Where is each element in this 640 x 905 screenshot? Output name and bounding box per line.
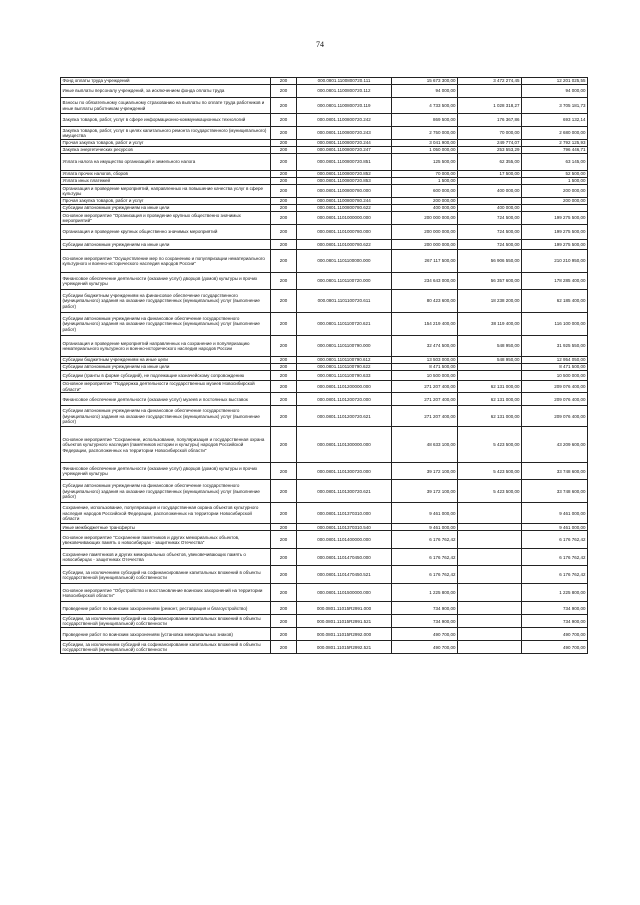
row-name-cell: Субсидии (гранты в форме субсидий), не подлежащие казначейскому сопровождению bbox=[61, 371, 271, 381]
row-kbk-cell: 000.0801.1101100790.612 bbox=[297, 357, 392, 364]
row-code-cell: 200 bbox=[271, 98, 297, 114]
row-assigned-cell: 80 423 600,00 bbox=[392, 290, 458, 313]
row-remaining-cell: 693 132,14 bbox=[522, 114, 588, 127]
row-assigned-cell: 6 176 762,42 bbox=[392, 549, 458, 566]
row-assigned-cell: 271 207 400,00 bbox=[392, 406, 458, 427]
row-executed-cell: 62 131 000,00 bbox=[458, 406, 522, 427]
row-executed-cell: 17 500,00 bbox=[458, 171, 522, 178]
row-executed-cell: 18 238 200,00 bbox=[458, 290, 522, 313]
row-remaining-cell: 33 748 600,00 bbox=[522, 463, 588, 480]
row-assigned-cell: 200 000,00 bbox=[392, 198, 458, 205]
row-code-cell: 200 bbox=[271, 171, 297, 178]
row-remaining-cell: 43 209 600,00 bbox=[522, 427, 588, 463]
row-assigned-cell: 490 700,00 bbox=[392, 641, 458, 654]
row-remaining-cell bbox=[522, 205, 588, 212]
row-name-cell: Организация и проведение мероприятий направленных на сохранение и популяризацию нематериального культурного и военно-исторического наследия народов России bbox=[61, 336, 271, 357]
row-remaining-cell: 6 176 762,42 bbox=[522, 549, 588, 566]
row-remaining-cell: 8 471 500,00 bbox=[522, 364, 588, 371]
row-name-cell: Основное мероприятие "Организация и проведение крупных общественно значимых мероприятий" bbox=[61, 212, 271, 225]
row-name-cell: Закупка энергетических ресурсов bbox=[61, 147, 271, 154]
row-remaining-cell: 10 500 000,00 bbox=[522, 371, 588, 381]
row-name-cell: Проведение работ по воинским захоронениям (ремонт, реставрация и благоустройство) bbox=[61, 602, 271, 615]
row-executed-cell: 62 131 000,00 bbox=[458, 393, 522, 406]
row-name-cell: Субсидии автономным учреждениям на иные цели bbox=[61, 205, 271, 212]
row-kbk-cell: 000.0801.1101470450.521 bbox=[297, 566, 392, 584]
row-executed-cell bbox=[458, 178, 522, 185]
table-row bbox=[61, 147, 588, 154]
row-assigned-cell: 13 503 000,00 bbox=[392, 357, 458, 364]
row-kbk-cell: 000.0801.1101470450.000 bbox=[297, 549, 392, 566]
row-remaining-cell: 1 500,00 bbox=[522, 178, 588, 185]
row-code-cell: 200 bbox=[271, 147, 297, 154]
row-remaining-cell: 9 461 000,00 bbox=[522, 524, 588, 531]
row-remaining-cell: 94 000,00 bbox=[522, 85, 588, 98]
row-assigned-cell: 3 041 900,00 bbox=[392, 140, 458, 147]
row-executed-cell bbox=[458, 198, 522, 205]
row-remaining-cell: 178 285 400,00 bbox=[522, 273, 588, 290]
row-code-cell: 200 bbox=[271, 185, 297, 198]
row-kbk-cell: 000.0801.1101200720.000 bbox=[297, 393, 392, 406]
row-assigned-cell: 2 750 000,00 bbox=[392, 127, 458, 140]
row-code-cell: 200 bbox=[271, 381, 297, 393]
row-code-cell: 200 bbox=[271, 364, 297, 371]
row-name-cell: Прочая закупка товаров, работ и услуг bbox=[61, 198, 271, 205]
table-row bbox=[61, 313, 588, 336]
row-remaining-cell: 52 500,00 bbox=[522, 171, 588, 178]
budget-execution-table bbox=[60, 77, 588, 654]
row-executed-cell: 56 906 550,00 bbox=[458, 250, 522, 273]
row-code-cell: 200 bbox=[271, 480, 297, 503]
row-remaining-cell: 6 176 762,42 bbox=[522, 566, 588, 584]
row-remaining-cell: 199 275 500,00 bbox=[522, 225, 588, 240]
table-row bbox=[61, 371, 588, 381]
row-assigned-cell: 234 643 000,00 bbox=[392, 273, 458, 290]
row-executed-cell: 724 500,00 bbox=[458, 240, 522, 250]
row-name-cell: Основное мероприятие "Осуществление мер по сохранению и популяризации нематериального культурного и военно-исторического наследия народов России" bbox=[61, 250, 271, 273]
table-row bbox=[61, 185, 588, 198]
row-executed-cell: 70 000,00 bbox=[458, 127, 522, 140]
row-name-cell: Иные межбюджетные трансферты bbox=[61, 524, 271, 531]
table-row bbox=[61, 154, 588, 171]
row-name-cell: Взносы по обязательному социальному страхованию на выплаты по оплате труда работников и иные выплаты работникам учреждений bbox=[61, 98, 271, 114]
row-code-cell: 200 bbox=[271, 531, 297, 549]
row-kbk-cell: 000.0801.1100800720.112 bbox=[297, 85, 392, 98]
row-remaining-cell: 63 145,00 bbox=[522, 154, 588, 171]
row-assigned-cell: 1 050 000,00 bbox=[392, 147, 458, 154]
row-assigned-cell: 154 219 400,00 bbox=[392, 313, 458, 336]
row-remaining-cell: 116 100 000,00 bbox=[522, 313, 588, 336]
row-name-cell: Фонд оплаты труда учреждений bbox=[61, 78, 271, 85]
row-kbk-cell: 000.0801.1100800720.242 bbox=[297, 114, 392, 127]
row-remaining-cell: 31 925 550,00 bbox=[522, 336, 588, 357]
row-remaining-cell: 209 076 400,00 bbox=[522, 393, 588, 406]
row-kbk-cell: 000.0801.1101100790.633 bbox=[297, 371, 392, 381]
row-code-cell: 200 bbox=[271, 290, 297, 313]
table-row bbox=[61, 427, 588, 463]
row-assigned-cell: 4 733 500,00 bbox=[392, 98, 458, 114]
row-code-cell: 200 bbox=[271, 154, 297, 171]
row-code-cell: 200 bbox=[271, 615, 297, 628]
row-name-cell: Организация и проведение мероприятий, направленных на повышение качества услуг в сфере культуры bbox=[61, 185, 271, 198]
row-executed-cell bbox=[458, 371, 522, 381]
row-code-cell: 200 bbox=[271, 250, 297, 273]
row-executed-cell bbox=[458, 85, 522, 98]
row-name-cell: Основное мероприятие "Поддержка деятельности государственных музеев Новосибирской области" bbox=[61, 381, 271, 393]
row-executed-cell bbox=[458, 628, 522, 641]
row-executed-cell bbox=[458, 549, 522, 566]
row-kbk-cell: 000.0801.11015R2992.000 bbox=[297, 628, 392, 641]
row-code-cell: 200 bbox=[271, 427, 297, 463]
row-assigned-cell: 200 000 000,00 bbox=[392, 240, 458, 250]
row-assigned-cell: 9 461 000,00 bbox=[392, 524, 458, 531]
row-code-cell: 200 bbox=[271, 628, 297, 641]
table-row bbox=[61, 290, 588, 313]
row-kbk-cell: 000.0801.1100800720.851 bbox=[297, 154, 392, 171]
row-kbk-cell: 000.0801.1101100790.622 bbox=[297, 364, 392, 371]
row-code-cell: 200 bbox=[271, 212, 297, 225]
row-executed-cell: 548 950,00 bbox=[458, 357, 522, 364]
row-name-cell: Субсидии автономным учреждениям на финансовое обеспечение государственного (муниципального) задания на оказание государственных (муниципальных) услуг (выполнение работ) bbox=[61, 406, 271, 427]
row-executed-cell: 1 028 318,27 bbox=[458, 98, 522, 114]
row-assigned-cell: 734 900,00 bbox=[392, 615, 458, 628]
row-kbk-cell: 000.0801.1101100720.621 bbox=[297, 313, 392, 336]
row-assigned-cell: 48 633 100,00 bbox=[392, 427, 458, 463]
row-remaining-cell: 2 792 125,93 bbox=[522, 140, 588, 147]
row-kbk-cell: 000.0801.1101000780.000 bbox=[297, 225, 392, 240]
row-executed-cell: 3 472 274,45 bbox=[458, 78, 522, 85]
row-name-cell: Иные выплаты персоналу учреждений, за исключением фонда оплаты труда bbox=[61, 85, 271, 98]
row-remaining-cell: 1 225 800,00 bbox=[522, 584, 588, 602]
row-code-cell: 200 bbox=[271, 225, 297, 240]
row-code-cell: 200 bbox=[271, 357, 297, 364]
row-code-cell: 200 bbox=[271, 178, 297, 185]
row-code-cell: 200 bbox=[271, 393, 297, 406]
row-remaining-cell: 734 900,00 bbox=[522, 602, 588, 615]
row-remaining-cell: 490 700,00 bbox=[522, 641, 588, 654]
row-code-cell: 200 bbox=[271, 602, 297, 615]
row-kbk-cell: 000.0801.1100800720.119 bbox=[297, 98, 392, 114]
row-kbk-cell: 000.0801.1100800720.111 bbox=[297, 78, 392, 85]
row-remaining-cell: 490 700,00 bbox=[522, 628, 588, 641]
page-number: 74 bbox=[316, 40, 324, 49]
row-code-cell: 200 bbox=[271, 641, 297, 654]
row-assigned-cell: 70 000,00 bbox=[392, 171, 458, 178]
row-name-cell: Сохранение памятников и других мемориальных объектов, увековечивающих память о новосибирцах - защитниках Отечества bbox=[61, 549, 271, 566]
row-name-cell: Прочая закупка товаров, работ и услуг bbox=[61, 140, 271, 147]
row-kbk-cell: 000.0801.1100800780.000 bbox=[297, 185, 392, 198]
row-code-cell: 200 bbox=[271, 114, 297, 127]
row-executed-cell: 249 774,07 bbox=[458, 140, 522, 147]
row-executed-cell: 62 355,00 bbox=[458, 154, 522, 171]
row-code-cell: 200 bbox=[271, 198, 297, 205]
table-body bbox=[61, 78, 588, 654]
row-remaining-cell: 12 954 050,00 bbox=[522, 357, 588, 364]
row-assigned-cell: 869 500,00 bbox=[392, 114, 458, 127]
row-executed-cell bbox=[458, 566, 522, 584]
row-assigned-cell: 271 207 400,00 bbox=[392, 393, 458, 406]
row-name-cell: Финансовое обеспечение деятельности (оказание услуг) музеев и постоянных выставок bbox=[61, 393, 271, 406]
row-kbk-cell: 000.0801.1100800720.247 bbox=[297, 147, 392, 154]
row-code-cell: 200 bbox=[271, 566, 297, 584]
row-code-cell: 200 bbox=[271, 127, 297, 140]
table-row bbox=[61, 531, 588, 549]
row-kbk-cell: 000.0801.1101200000.000 bbox=[297, 381, 392, 393]
row-kbk-cell: 000.0801.1101300000.000 bbox=[297, 427, 392, 463]
row-executed-cell: 548 950,00 bbox=[458, 336, 522, 357]
table-row bbox=[61, 171, 588, 178]
row-remaining-cell: 3 705 181,73 bbox=[522, 98, 588, 114]
row-executed-cell: 253 553,29 bbox=[458, 147, 522, 154]
row-kbk-cell: 000.0801.1100800720.243 bbox=[297, 127, 392, 140]
table-row bbox=[61, 273, 588, 290]
row-assigned-cell: 39 172 100,00 bbox=[392, 480, 458, 503]
row-name-cell: Субсидии автономным учреждениям на иные цели bbox=[61, 364, 271, 371]
table-row bbox=[61, 250, 588, 273]
row-assigned-cell: 6 176 762,42 bbox=[392, 531, 458, 549]
row-executed-cell: 62 131 000,00 bbox=[458, 381, 522, 393]
row-executed-cell bbox=[458, 503, 522, 524]
table-row bbox=[61, 240, 588, 250]
row-kbk-cell: 000.0801.1100800720.244 bbox=[297, 140, 392, 147]
row-code-cell: 200 bbox=[271, 406, 297, 427]
table-row bbox=[61, 85, 588, 98]
row-remaining-cell: 199 275 500,00 bbox=[522, 240, 588, 250]
table-row bbox=[61, 78, 588, 85]
row-kbk-cell: 000.0801.1101000780.622 bbox=[297, 240, 392, 250]
row-code-cell: 200 bbox=[271, 78, 297, 85]
row-remaining-cell: 33 748 600,00 bbox=[522, 480, 588, 503]
row-assigned-cell: 734 900,00 bbox=[392, 602, 458, 615]
row-remaining-cell: 9 461 000,00 bbox=[522, 503, 588, 524]
row-executed-cell bbox=[458, 602, 522, 615]
row-executed-cell: 400 000,00 bbox=[458, 185, 522, 198]
table-row bbox=[61, 336, 588, 357]
row-name-cell: Уплата иных платежей bbox=[61, 178, 271, 185]
row-kbk-cell: 000.0801.1101500000.000 bbox=[297, 584, 392, 602]
row-name-cell: Субсидии, за исключением субсидий на софинансирование капитальных вложений в объекты государственной (муниципальной) собственности bbox=[61, 615, 271, 628]
row-executed-cell: 724 500,00 bbox=[458, 212, 522, 225]
row-code-cell: 200 bbox=[271, 371, 297, 381]
row-kbk-cell: 000.0801.1100800780.622 bbox=[297, 205, 392, 212]
row-assigned-cell: 1 225 800,00 bbox=[392, 584, 458, 602]
row-remaining-cell: 2 680 000,00 bbox=[522, 127, 588, 140]
row-assigned-cell: 490 700,00 bbox=[392, 628, 458, 641]
row-name-cell: Субсидии, за исключением субсидий на софинансирование капитальных вложений в объекты государственной (муниципальной) собственности bbox=[61, 566, 271, 584]
row-name-cell: Основное мероприятие "Сохранение памятников и других мемориальных объектов, увековечивающих память о новосибирцах - защитниках Отечества" bbox=[61, 531, 271, 549]
row-code-cell: 200 bbox=[271, 273, 297, 290]
table-row bbox=[61, 566, 588, 584]
row-kbk-cell: 000.0801.1100800780.244 bbox=[297, 198, 392, 205]
table-row bbox=[61, 393, 588, 406]
row-assigned-cell: 39 172 100,00 bbox=[392, 463, 458, 480]
row-executed-cell: 38 119 400,00 bbox=[458, 313, 522, 336]
table-row bbox=[61, 584, 588, 602]
row-assigned-cell: 267 117 500,00 bbox=[392, 250, 458, 273]
row-kbk-cell: 000.0801.11015R2991.521 bbox=[297, 615, 392, 628]
row-name-cell: Закупка товаров, работ, услуг в сфере информационно-коммуникационных технологий bbox=[61, 114, 271, 127]
row-assigned-cell: 271 207 400,00 bbox=[392, 381, 458, 393]
row-remaining-cell: 734 900,00 bbox=[522, 615, 588, 628]
table-row bbox=[61, 463, 588, 480]
row-executed-cell bbox=[458, 531, 522, 549]
row-name-cell: Организация и проведение крупных общественно значимых мероприятий bbox=[61, 225, 271, 240]
table-row bbox=[61, 225, 588, 240]
row-remaining-cell: 200 000,00 bbox=[522, 198, 588, 205]
table-row bbox=[61, 549, 588, 566]
row-executed-cell: 56 357 600,00 bbox=[458, 273, 522, 290]
table-row bbox=[61, 406, 588, 427]
row-executed-cell bbox=[458, 364, 522, 371]
row-code-cell: 200 bbox=[271, 584, 297, 602]
row-kbk-cell: 000.0801.1101370310.540 bbox=[297, 524, 392, 531]
row-code-cell: 200 bbox=[271, 140, 297, 147]
table-row bbox=[61, 524, 588, 531]
row-remaining-cell: 6 176 762,42 bbox=[522, 531, 588, 549]
row-executed-cell: 5 423 500,00 bbox=[458, 463, 522, 480]
row-assigned-cell: 600 000,00 bbox=[392, 185, 458, 198]
row-remaining-cell: 209 076 400,00 bbox=[522, 406, 588, 427]
row-kbk-cell: 000.0801.1101200720.621 bbox=[297, 406, 392, 427]
row-assigned-cell: 6 176 762,42 bbox=[392, 566, 458, 584]
row-kbk-cell: 000.0801.1101400000.000 bbox=[297, 531, 392, 549]
row-executed-cell: 400 000,00 bbox=[458, 205, 522, 212]
row-kbk-cell: 000.0801.1101300720.000 bbox=[297, 463, 392, 480]
row-executed-cell bbox=[458, 615, 522, 628]
row-executed-cell: 5 423 500,00 bbox=[458, 427, 522, 463]
table-row bbox=[61, 641, 588, 654]
row-executed-cell: 5 423 500,00 bbox=[458, 480, 522, 503]
row-kbk-cell: 000.0801.11015R2992.521 bbox=[297, 641, 392, 654]
row-assigned-cell: 32 474 500,00 bbox=[392, 336, 458, 357]
row-assigned-cell: 8 471 500,00 bbox=[392, 364, 458, 371]
row-code-cell: 200 bbox=[271, 463, 297, 480]
row-kbk-cell: 000.0801.1101100720.611 bbox=[297, 290, 392, 313]
row-name-cell: Закупка товаров, работ, услуг в целях капитального ремонта государственного (муниципального) имущества bbox=[61, 127, 271, 140]
row-kbk-cell: 000.0801.1101100720.000 bbox=[297, 273, 392, 290]
row-code-cell: 200 bbox=[271, 503, 297, 524]
table-row bbox=[61, 503, 588, 524]
row-name-cell: Основное мероприятие "Сохранение, использование, популяризация и государственная охрана объектов культурного наследия (памятников истории и культуры) народов Российской Федерации, расположенных на территории Новосибирской области" bbox=[61, 427, 271, 463]
row-kbk-cell: 000.0801.1101100790.000 bbox=[297, 336, 392, 357]
row-remaining-cell: 12 201 025,55 bbox=[522, 78, 588, 85]
row-kbk-cell: 000.0801.1100800720.852 bbox=[297, 171, 392, 178]
row-name-cell: Субсидии бюджетным учреждениям на иные цели bbox=[61, 357, 271, 364]
row-assigned-cell: 1 500,00 bbox=[392, 178, 458, 185]
row-executed-cell: 176 367,86 bbox=[458, 114, 522, 127]
table-row bbox=[61, 140, 588, 147]
table-row bbox=[61, 114, 588, 127]
row-code-cell: 200 bbox=[271, 240, 297, 250]
row-code-cell: 200 bbox=[271, 549, 297, 566]
row-remaining-cell: 199 275 500,00 bbox=[522, 212, 588, 225]
row-remaining-cell: 209 076 400,00 bbox=[522, 381, 588, 393]
table-row bbox=[61, 205, 588, 212]
row-code-cell: 200 bbox=[271, 313, 297, 336]
row-kbk-cell: 000.0801.1101370310.000 bbox=[297, 503, 392, 524]
row-kbk-cell: 000.0801.11015R2991.000 bbox=[297, 602, 392, 615]
row-assigned-cell: 9 461 000,00 bbox=[392, 503, 458, 524]
row-name-cell: Финансовое обеспечение деятельности (оказание услуг) дворцов (домов) культуры и прочих учреждений культуры bbox=[61, 463, 271, 480]
table-row bbox=[61, 381, 588, 393]
row-executed-cell bbox=[458, 641, 522, 654]
row-assigned-cell: 94 000,00 bbox=[392, 85, 458, 98]
row-name-cell: Уплата налога на имущество организаций и земельного налога bbox=[61, 154, 271, 171]
row-name-cell: Финансовое обеспечение деятельности (оказание услуг) дворцов (домов) культуры и прочих учреждений культуры bbox=[61, 273, 271, 290]
row-name-cell: Сохранение, использование, популяризация и государственная охрана объектов культурного наследия народов Российской Федерации, расположенных на территории Новосибирской области bbox=[61, 503, 271, 524]
table-row bbox=[61, 127, 588, 140]
row-name-cell: Проведение работ по воинским захоронениям (установка мемориальных знаков) bbox=[61, 628, 271, 641]
table-row bbox=[61, 357, 588, 364]
row-code-cell: 200 bbox=[271, 85, 297, 98]
row-assigned-cell: 125 500,00 bbox=[392, 154, 458, 171]
row-name-cell: Субсидии бюджетным учреждениям на финансовое обеспечение государственного (муниципального) задания на оказание государственных (муниципальных) услуг (выполнение работ) bbox=[61, 290, 271, 313]
row-executed-cell bbox=[458, 524, 522, 531]
row-kbk-cell: 000.0801.1101100000.000 bbox=[297, 250, 392, 273]
row-remaining-cell: 62 185 400,00 bbox=[522, 290, 588, 313]
row-name-cell: Уплата прочих налогов, сборов bbox=[61, 171, 271, 178]
row-name-cell: Основное мероприятие "Обустройство и восстановление воинских захоронений на территории Новосибирской области" bbox=[61, 584, 271, 602]
table-row bbox=[61, 178, 588, 185]
row-name-cell: Субсидии автономным учреждениям на иные цели bbox=[61, 240, 271, 250]
row-remaining-cell: 796 446,71 bbox=[522, 147, 588, 154]
row-assigned-cell: 200 000 000,00 bbox=[392, 225, 458, 240]
row-kbk-cell: 000.0801.1101000000.000 bbox=[297, 212, 392, 225]
row-executed-cell: 724 500,00 bbox=[458, 225, 522, 240]
table-row bbox=[61, 602, 588, 615]
table-row bbox=[61, 98, 588, 114]
row-code-cell: 200 bbox=[271, 205, 297, 212]
row-remaining-cell: 200 000,00 bbox=[522, 185, 588, 198]
row-name-cell: Субсидии, за исключением субсидий на софинансирование капитальных вложений в объекты государственной (муниципальной) собственности bbox=[61, 641, 271, 654]
table-row bbox=[61, 615, 588, 628]
row-code-cell: 200 bbox=[271, 524, 297, 531]
row-code-cell: 200 bbox=[271, 336, 297, 357]
row-assigned-cell: 200 000 000,00 bbox=[392, 212, 458, 225]
row-assigned-cell: 400 000,00 bbox=[392, 205, 458, 212]
table-row bbox=[61, 198, 588, 205]
row-remaining-cell: 210 210 950,00 bbox=[522, 250, 588, 273]
table-row bbox=[61, 480, 588, 503]
row-name-cell: Субсидии автономным учреждениям на финансовое обеспечение государственного (муниципального) задания на оказание государственных (муниципальных) услуг (выполнение работ) bbox=[61, 480, 271, 503]
row-assigned-cell: 15 673 300,00 bbox=[392, 78, 458, 85]
table-row bbox=[61, 212, 588, 225]
row-kbk-cell: 000.0801.1101300720.621 bbox=[297, 480, 392, 503]
row-name-cell: Субсидии автономным учреждениям на финансовое обеспечение государственного (муниципального) задания на оказание государственных (муниципальных) услуг (выполнение работ) bbox=[61, 313, 271, 336]
table-row bbox=[61, 628, 588, 641]
row-assigned-cell: 10 500 000,00 bbox=[392, 371, 458, 381]
row-executed-cell bbox=[458, 584, 522, 602]
table-row bbox=[61, 364, 588, 371]
row-kbk-cell: 000.0801.1100800720.853 bbox=[297, 178, 392, 185]
